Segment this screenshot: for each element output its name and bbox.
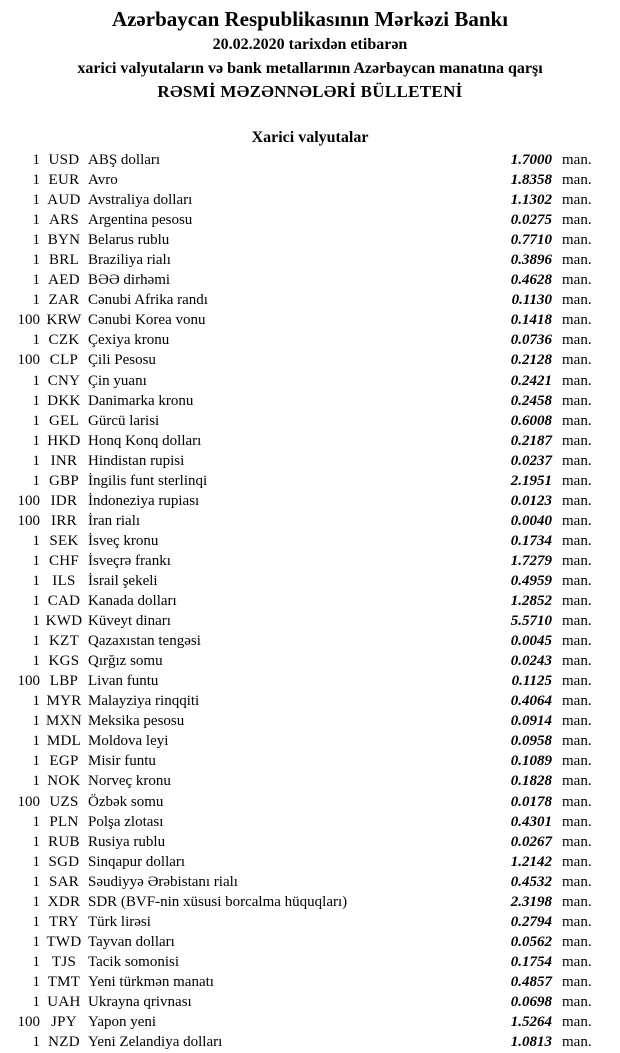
row-currency-code: PLN [49,813,79,830]
row-unit-label: man. [562,492,592,509]
row-quantity: 1 [32,953,40,970]
row-currency-name: SDR (BVF-nin xüsusi borcalma hüquqları) [88,893,348,910]
row-currency-name: Meksika pesosu [88,713,185,730]
table-row [0,350,608,370]
row-unit-label: man. [562,813,592,830]
row-unit-label: man. [562,552,592,569]
row-currency-name: Çili Pesosu [88,352,156,369]
row-currency-code: HKD [47,432,81,449]
row-quantity: 1 [32,873,40,890]
row-quantity: 100 [17,1014,40,1031]
row-quantity: 1 [32,192,40,209]
row-unit-label: man. [562,993,592,1010]
row-rate-value: 0.0914 [510,713,552,730]
row-rate-value: 1.2852 [510,593,552,610]
row-rate-value: 0.4064 [510,693,552,710]
row-currency-name: Rusiya rublu [88,833,166,850]
row-currency-name: Polşa zlotası [88,813,164,830]
row-unit-label: man. [562,572,592,589]
row-quantity: 1 [32,693,40,710]
row-rate-value: 0.1089 [510,753,552,770]
table-row [0,992,608,1012]
row-currency-code: TMT [47,973,81,990]
row-currency-name: Danimarka kronu [88,392,194,409]
row-currency-name: Hindistan rupisi [88,452,185,469]
row-quantity: 1 [32,552,40,569]
row-quantity: 1 [32,432,40,449]
row-quantity: 1 [32,212,40,229]
row-unit-label: man. [562,973,592,990]
table-row [0,290,608,310]
bulletin-header [0,5,620,103]
row-unit-label: man. [562,272,592,289]
row-currency-name: Honq Konq dolları [88,432,202,449]
row-rate-value: 1.2142 [510,853,552,870]
row-currency-name: İndoneziya rupiası [88,492,200,509]
row-currency-name: Özbək somu [88,793,164,810]
row-currency-code: LBP [49,673,79,690]
table-row [0,771,608,791]
row-unit-label: man. [562,653,592,670]
row-quantity: 1 [32,993,40,1010]
row-unit-label: man. [562,893,592,910]
row-rate-value: 0.2458 [510,392,552,409]
table-row [0,391,608,411]
row-rate-value: 0.0237 [510,452,552,469]
table-row [0,571,608,591]
row-unit-label: man. [562,352,592,369]
table-row [0,531,608,551]
bank-name-title: Azərbaycan Respublikasının Mərkəzi Bankı [111,7,509,31]
row-rate-value: 2.1951 [510,472,552,489]
row-currency-name: Gürcü larisi [88,412,160,429]
section-title-foreign-currencies: Xarici valyutalar [251,129,369,146]
table-row [0,812,608,832]
row-quantity: 1 [32,332,40,349]
row-currency-code: EGP [49,753,79,770]
table-row [0,170,608,190]
row-rate-value: 0.0045 [510,633,552,650]
row-unit-label: man. [562,873,592,890]
row-unit-label: man. [562,412,592,429]
row-rate-value: 0.4628 [510,272,552,289]
table-row [0,310,608,330]
row-currency-code: ILS [52,572,76,589]
table-row [0,371,608,391]
row-quantity: 1 [32,633,40,650]
row-rate-value: 0.4301 [510,813,552,830]
row-currency-code: AED [48,272,80,289]
row-currency-code: SGD [48,853,80,870]
row-currency-code: TRY [48,913,80,930]
row-currency-name: Küveyt dinarı [88,613,171,630]
row-quantity: 1 [32,933,40,950]
row-currency-code: ZAR [48,292,80,309]
row-rate-value: 0.1754 [510,953,552,970]
row-currency-code: XDR [47,893,81,910]
row-unit-label: man. [562,633,592,650]
row-rate-value: 1.7279 [510,552,552,569]
row-quantity: 1 [32,452,40,469]
effective-date-line: 20.02.2020 tarixdən etibarən [212,36,408,53]
row-unit-label: man. [562,713,592,730]
row-currency-name: Ukrayna qrivnası [88,993,192,1010]
row-rate-value: 0.4959 [510,572,552,589]
row-rate-value: 0.1130 [511,292,552,309]
row-unit-label: man. [562,773,592,790]
row-unit-label: man. [562,1014,592,1031]
row-currency-name: Çin yuanı [88,372,147,389]
table-row [0,872,608,892]
table-row [0,651,608,671]
row-quantity: 100 [17,512,40,529]
table-row [0,270,608,290]
row-unit-label: man. [562,532,592,549]
bulletin-title: RƏSMİ MƏZƏNNƏLƏRİ BÜLLETENİ [157,82,463,101]
table-row [0,832,608,852]
table-row [0,731,608,751]
row-currency-code: CHF [48,552,80,569]
row-quantity: 1 [32,1034,40,1051]
row-rate-value: 1.7000 [510,152,552,168]
row-quantity: 1 [32,713,40,730]
table-row [0,952,608,972]
table-row [0,751,608,771]
row-quantity: 1 [32,593,40,610]
table-row [0,912,608,932]
row-currency-name: İsrail şekeli [88,572,158,589]
row-rate-value: 1.5264 [510,1014,552,1031]
row-rate-value: 0.0698 [510,993,552,1010]
row-unit-label: man. [562,252,592,269]
table-row [0,150,608,170]
row-unit-label: man. [562,1034,592,1051]
row-quantity: 1 [32,292,40,309]
row-unit-label: man. [562,332,592,349]
row-currency-code: INR [50,452,78,469]
row-rate-value: 0.0267 [510,833,552,850]
row-unit-label: man. [562,192,592,209]
row-quantity: 1 [32,392,40,409]
row-rate-value: 2.3198 [510,893,552,910]
row-quantity: 1 [32,973,40,990]
row-rate-value: 0.0040 [510,512,552,529]
row-currency-name: Türk lirəsi [88,913,151,930]
row-rate-value: 1.0813 [510,1034,552,1051]
row-rate-value: 0.0958 [510,733,552,750]
row-currency-name: Səudiyyə Ərəbistanı rialı [88,873,238,890]
row-unit-label: man. [562,953,592,970]
table-row [0,471,608,491]
row-currency-name: Avstraliya dolları [88,192,193,209]
row-unit-label: man. [562,913,592,930]
row-quantity: 1 [32,152,40,168]
row-rate-value: 0.2794 [510,913,552,930]
row-unit-label: man. [562,613,592,630]
table-row [0,511,608,531]
table-row [0,210,608,230]
row-rate-value: 0.0275 [510,212,552,229]
row-unit-label: man. [562,933,592,950]
row-rate-value: 0.1125 [511,673,552,690]
row-rate-value: 5.5710 [510,613,552,630]
row-quantity: 1 [32,653,40,670]
row-unit-label: man. [562,593,592,610]
row-unit-label: man. [562,152,592,168]
row-currency-name: Kanada dolları [88,593,177,610]
table-row [0,932,608,952]
row-currency-code: GEL [48,412,80,429]
row-quantity: 1 [32,272,40,289]
row-quantity: 100 [17,793,40,810]
row-currency-code: SEK [49,532,79,549]
table-row [0,431,608,451]
row-rate-value: 0.1418 [510,312,552,329]
row-currency-code: BRL [48,252,80,269]
row-rate-value: 0.3896 [510,252,552,269]
row-currency-name: Cənubi Afrika randı [88,292,208,309]
row-quantity: 1 [32,412,40,429]
row-currency-code: CLP [49,352,79,369]
row-rate-value: 0.2187 [510,432,552,449]
row-unit-label: man. [562,452,592,469]
row-currency-name: Braziliya rialı [88,252,171,269]
row-currency-name: Yeni Zelandiya dolları [88,1034,223,1051]
row-quantity: 1 [32,572,40,589]
row-unit-label: man. [562,212,592,229]
table-row [0,591,608,611]
row-currency-code: IRR [51,512,77,529]
row-unit-label: man. [562,392,592,409]
row-unit-label: man. [562,853,592,870]
row-rate-value: 1.8358 [510,172,552,189]
table-row [0,190,608,210]
row-currency-code: MYR [46,693,82,710]
row-currency-code: GBP [48,472,80,489]
table-row [0,330,608,350]
row-quantity: 1 [32,172,40,189]
row-rate-value: 0.1828 [510,773,552,790]
row-unit-label: man. [562,753,592,770]
row-currency-code: KGS [48,653,80,670]
row-currency-code: SAR [48,873,80,890]
row-currency-name: İsveçrə frankı [88,552,171,569]
row-rate-value: 0.7710 [510,232,552,249]
row-quantity: 1 [32,813,40,830]
row-currency-code: AUD [47,192,81,209]
row-currency-name: BƏƏ dirhəmi [88,272,171,289]
row-rate-value: 0.0123 [510,492,552,509]
row-currency-code: CNY [47,372,81,389]
table-row [0,631,608,651]
row-currency-code: DKK [47,392,81,409]
table-row [0,792,608,812]
row-rate-value: 0.0736 [510,332,552,349]
row-quantity: 1 [32,472,40,489]
row-currency-code: CZK [48,332,80,349]
table-row [0,711,608,731]
row-currency-code: CAD [47,593,81,610]
row-rate-value: 0.6008 [510,412,552,429]
table-row [0,852,608,872]
table-row [0,411,608,431]
row-quantity: 1 [32,532,40,549]
row-unit-label: man. [562,372,592,389]
row-currency-name: ABŞ dolları [88,152,161,168]
row-rate-value: 0.1734 [510,532,552,549]
table-row [0,892,608,912]
row-quantity: 1 [32,252,40,269]
row-currency-name: Yeni türkmən manatı [88,973,214,990]
row-quantity: 1 [32,853,40,870]
row-currency-name: Avro [88,172,118,189]
table-row [0,691,608,711]
subject-line: xarici valyutaların və bank metallarının Azərbaycan manatına qarşı [77,60,543,77]
table-row [0,1012,608,1032]
row-quantity: 100 [17,492,40,509]
row-rate-value: 0.4857 [510,973,552,990]
row-unit-label: man. [562,432,592,449]
row-unit-label: man. [562,472,592,489]
table-row [0,451,608,471]
row-quantity: 1 [32,913,40,930]
row-rate-value: 0.0243 [510,653,552,670]
row-unit-label: man. [562,793,592,810]
table-row [0,491,608,511]
row-rate-value: 0.2128 [510,352,552,369]
row-currency-name: Qırğız somu [88,653,163,670]
table-row [0,250,608,270]
row-quantity: 1 [32,893,40,910]
row-currency-code: UZS [49,793,79,810]
row-unit-label: man. [562,232,592,249]
row-currency-name: Qazaxıstan tengəsi [88,633,201,650]
table-row [0,611,608,631]
row-unit-label: man. [562,312,592,329]
row-unit-label: man. [562,673,592,690]
row-currency-code: NZD [48,1034,80,1051]
row-rate-value: 0.2421 [510,372,552,389]
row-currency-name: Misir funtu [88,753,156,770]
row-currency-code: ARS [48,212,80,229]
row-currency-name: Yapon yeni [88,1014,157,1031]
row-rate-value: 0.0178 [510,793,552,810]
row-quantity: 1 [32,733,40,750]
row-quantity: 1 [32,753,40,770]
row-currency-code: KWD [45,613,83,630]
row-unit-label: man. [562,292,592,309]
row-unit-label: man. [562,512,592,529]
row-currency-name: Tacik somonisi [88,953,180,970]
row-currency-name: Moldova leyi [88,733,169,750]
row-currency-code: TJS [51,953,77,970]
row-currency-name: Livan funtu [88,673,159,690]
row-quantity: 1 [32,833,40,850]
table-row [0,972,608,992]
row-currency-code: TWD [46,933,82,950]
row-unit-label: man. [562,693,592,710]
table-row [0,230,608,250]
table-row [0,551,608,571]
row-quantity: 100 [17,352,40,369]
row-currency-code: UAH [47,993,81,1010]
row-currency-name: Argentina pesosu [88,212,193,229]
row-currency-name: Belarus rublu [88,232,170,249]
row-unit-label: man. [562,172,592,189]
row-unit-label: man. [562,733,592,750]
row-currency-code: USD [48,152,80,168]
rates-table [0,150,620,1052]
row-rate-value: 1.1302 [510,192,552,209]
row-currency-name: Çexiya kronu [88,332,170,349]
row-quantity: 1 [32,232,40,249]
row-currency-code: MXN [46,713,82,730]
row-unit-label: man. [562,833,592,850]
row-currency-name: Tayvan dolları [88,933,175,950]
row-currency-name: İran rialı [88,512,141,529]
table-row [0,671,608,691]
row-currency-code: KRW [46,312,82,329]
row-currency-name: İsveç kronu [88,532,159,549]
row-quantity: 1 [32,773,40,790]
row-quantity: 1 [32,372,40,389]
row-quantity: 100 [17,312,40,329]
row-quantity: 100 [17,673,40,690]
row-currency-code: BYN [47,232,81,249]
row-currency-code: EUR [48,172,80,189]
row-currency-code: NOK [47,773,81,790]
row-quantity: 1 [32,613,40,630]
row-rate-value: 0.4532 [510,873,552,890]
row-currency-code: KZT [48,633,80,650]
row-currency-code: JPY [51,1014,77,1031]
row-currency-code: MDL [46,733,82,750]
row-currency-name: İngilis funt sterlinqi [88,472,208,489]
row-currency-name: Malayziya rinqqiti [88,693,200,710]
row-currency-name: Norveç kronu [88,773,171,790]
row-currency-code: RUB [48,833,80,850]
row-rate-value: 0.0562 [510,933,552,950]
row-currency-name: Cənubi Korea vonu [88,312,206,329]
row-currency-name: Sinqapur dolları [88,853,186,870]
row-currency-code: IDR [50,492,78,509]
table-row [0,1032,608,1052]
